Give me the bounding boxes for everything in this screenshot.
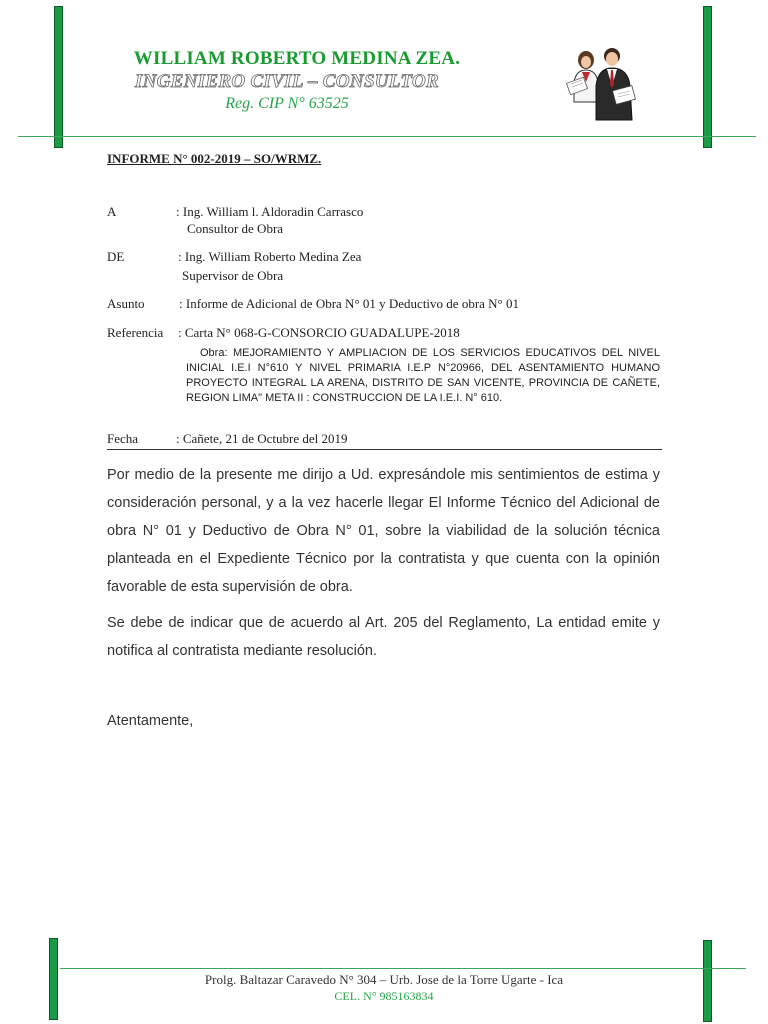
field-from-role: Supervisor de Obra xyxy=(182,268,284,283)
field-to-role: Consultor de Obra xyxy=(187,221,284,236)
author-title: INGENIERO CIVIL – CONSULTOR xyxy=(135,71,439,92)
closing: Atentamente, xyxy=(107,713,194,729)
footer-phone: CEL. N° 985163834 xyxy=(334,989,434,1003)
field-to-value: : Ing. William l. Aldoradin Carrasco xyxy=(176,204,364,219)
field-date-label: Fecha xyxy=(107,431,139,446)
field-reference-label: Referencia xyxy=(107,325,164,340)
footer-rule xyxy=(60,968,746,969)
report-title: INFORME N° 002-2019 – SO/WRMZ. xyxy=(107,151,322,166)
body-paragraph-1: Por medio de la presente me dirijo a Ud. expresándole mis sentimientos de estima y consideración personal, y a la vez hacerle llegar El Informe Técnico del Adicional de obra N° 01 y Deductivo de Obra N° 01, sobre la viabilidad de la solución técnica planteada en el Expediente Técnico por la contratista y que cuenta con la opinión favorable de esta supervisión de obra. xyxy=(107,467,660,595)
author-name: WILLIAM ROBERTO MEDINA ZEA. xyxy=(133,48,461,69)
body-paragraph-2: Se debe de indicar que de acuerdo al Art. 205 del Reglamento, La entidad emite y notifica al contratista mediante resolución. xyxy=(107,615,660,659)
header-rule xyxy=(18,136,756,137)
author-registration: Reg. CIP N° 63525 xyxy=(225,95,349,112)
field-to-label: A xyxy=(107,204,117,219)
footer-address: Prolg. Baltazar Caravedo N° 304 – Urb. Jose de la Torre Ugarte - Ica xyxy=(204,972,564,987)
field-subject-value: : Informe de Adicional de Obra N° 01 y Deductivo de obra N° 01 xyxy=(179,296,519,311)
engineers-illustration-icon xyxy=(562,42,642,122)
reference-obra-description: Obra: MEJORAMIENTO Y AMPLIACION DE LOS SERVICIOS EDUCATIVOS DEL NIVEL INICIAL I.E.I N°610 Y NIVEL PRIMARIA I.E.P N°20966, DEL ASENTAMIENTO HUMANO PROYECTO INTEGRAL LA ARENA, DISTRITO DE SAN VICENTE, PROVINCIA DE CAÑETE, REGION LIMA" META II : CONSTRUCCION DE LA I.E.I. N° 610. xyxy=(186,347,660,404)
date-underline xyxy=(107,449,662,450)
field-reference-value: : Carta N° 068-G-CONSORCIO GUADALUPE-2018 xyxy=(178,325,460,340)
field-subject-label: Asunto xyxy=(107,296,145,311)
field-date-value: : Cañete, 21 de Octubre del 2019 xyxy=(176,431,348,446)
header-right-bar xyxy=(703,6,712,148)
field-from-value: : Ing. William Roberto Medina Zea xyxy=(178,249,362,264)
field-from-label: DE xyxy=(107,249,125,264)
